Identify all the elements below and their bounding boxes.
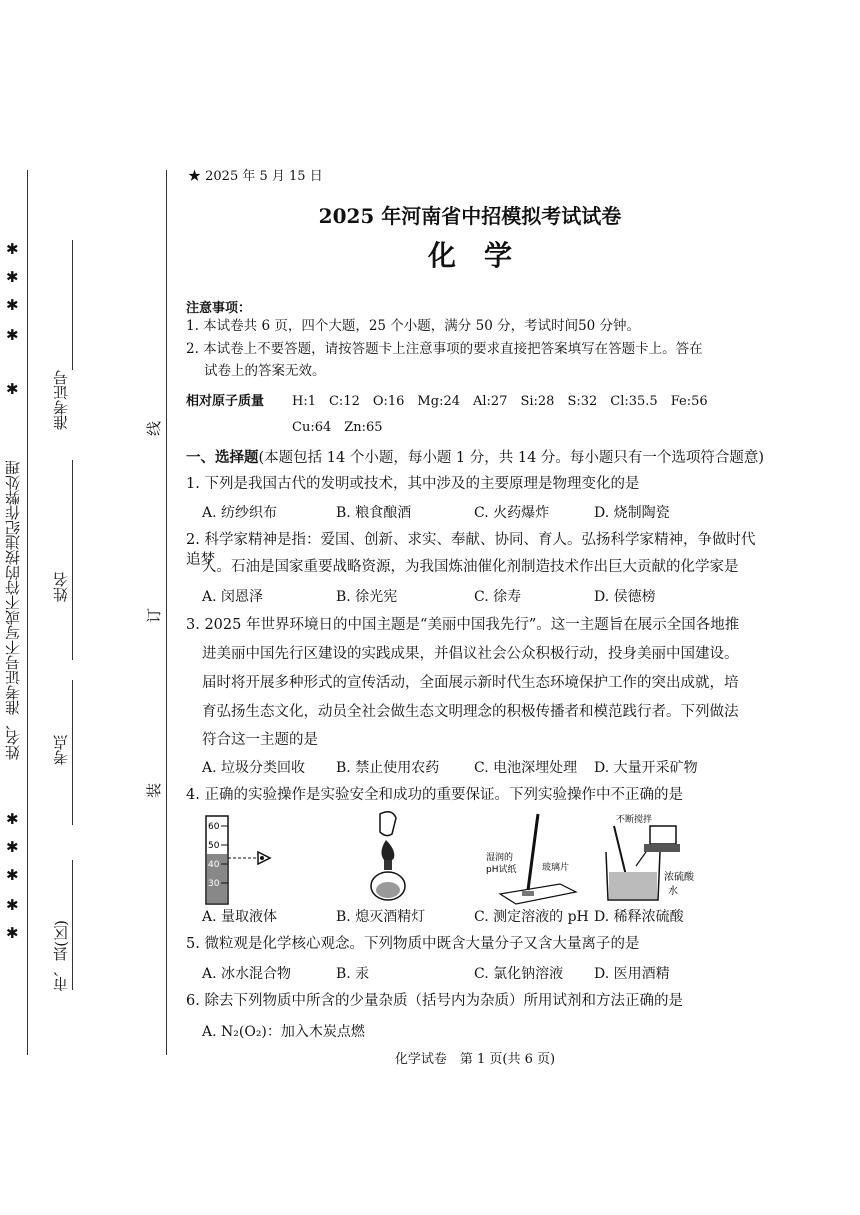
q6-stem: 6. 除去下列物质中所含的少量杂质（括号内为杂质）所用试剂和方法正确的是 xyxy=(186,993,683,1009)
star-mark: ✱ xyxy=(6,924,19,942)
section1-title: 一、选择题 xyxy=(186,449,259,466)
field-line-name[interactable] xyxy=(72,460,73,660)
star-mark: ✱ xyxy=(6,240,19,258)
star-mark: ✱ xyxy=(6,838,19,856)
q1-option-a[interactable]: A. 纺纱织布 xyxy=(202,505,278,521)
star-mark: ✱ xyxy=(6,380,19,398)
atomic-mass-label: 相对原子质量 xyxy=(186,394,265,409)
cylinder-tick: 40 xyxy=(208,860,220,870)
field-label-exam-no: 准考证号 xyxy=(52,370,70,430)
star-mark: ✱ xyxy=(6,866,19,884)
atomic-mass-line-1: H:1 C:12 O:16 Mg:24 Al:27 Si:28 S:32 Cl:35.5 Fe:56 xyxy=(292,394,708,409)
q2-option-b[interactable]: B. 徐光宪 xyxy=(336,589,398,605)
exam-title: 2025 年河南省中招模拟考试试卷 xyxy=(318,204,622,228)
section1-heading xyxy=(186,446,764,467)
subject-title: 化 学 xyxy=(427,239,512,272)
q2-option-d[interactable]: D. 侯德榜 xyxy=(594,589,656,605)
stir-label: 不断搅拌 xyxy=(616,815,653,825)
q2-option-c[interactable]: C. 徐寿 xyxy=(474,589,522,605)
ph-paper xyxy=(522,891,534,896)
q1-option-c[interactable]: C. 火药爆炸 xyxy=(474,505,550,521)
ph-label-paper: pH试纸 xyxy=(486,865,517,875)
q6-option-a[interactable]: A. N₂(O₂)：加入木炭点燃 xyxy=(202,1024,365,1040)
ph-label-wet: 湿润的 xyxy=(486,853,514,863)
cylinder-tick: 30 xyxy=(208,879,220,889)
binding-line-right xyxy=(166,170,167,1055)
q1-stem: 1. 下列是我国古代的发明或技术，其中涉及的主要原理是物理变化的是 xyxy=(186,476,640,492)
q3-stem-3: 届时将开展多种形式的宣传活动，全面展示新时代生态环境保护工作的突出成就，培 xyxy=(202,675,739,691)
flame-icon xyxy=(381,840,394,862)
q5-option-c[interactable]: C. 氯化钠溶液 xyxy=(474,966,564,982)
notes-item-2-cont: 试卷上的答案无效。 xyxy=(204,363,326,379)
q5-option-a[interactable]: A. 冰水混合物 xyxy=(202,966,292,982)
star-mark: ✱ xyxy=(6,326,19,344)
page-footer: 化学试卷 第 1 页(共 6 页) xyxy=(394,1052,556,1067)
q3-stem-5: 符合这一主题的是 xyxy=(202,732,318,748)
q4-option-c[interactable]: C. 测定溶液的 pH xyxy=(474,909,589,925)
ph-label-glass: 玻璃片 xyxy=(542,863,570,873)
q2-option-a[interactable]: A. 闵恩泽 xyxy=(202,589,264,605)
notes-item-2: 2. 本试卷上不要答题，请按答题卡上注意事项的要求直接把答案填写在答题卡上。答在 xyxy=(186,341,703,357)
q5-stem: 5. 微粒观是化学核心观念。下列物质中既含大量分子又含大量离子的是 xyxy=(186,936,640,952)
star-mark: ✱ xyxy=(6,896,19,914)
exam-date: ★ 2025 年 5 月 15 日 xyxy=(188,169,323,184)
q5-option-d[interactable]: D. 医用酒精 xyxy=(594,966,670,982)
q4-option-d[interactable]: D. 稀释浓硫酸 xyxy=(594,909,684,925)
field-label-site: 考点 xyxy=(52,735,70,765)
cylinder-tick: 50 xyxy=(208,841,220,851)
water-label: 水 xyxy=(668,886,678,897)
q3-option-b[interactable]: B. 禁止使用农药 xyxy=(336,760,440,776)
q3-option-c[interactable]: C. 电池深埋处理 xyxy=(474,760,578,776)
figure-ph-test xyxy=(480,812,600,907)
field-label-name: 姓名 xyxy=(52,572,70,602)
seal-line-label: 线 xyxy=(145,420,164,437)
binding-notice: 姓名、准考证号不写或不符的按违纪作弊处理 xyxy=(4,460,22,760)
binding-line-left xyxy=(27,170,28,1055)
figure-graduated-cylinder xyxy=(200,812,290,907)
acid-label: 浓硫酸 xyxy=(664,872,694,883)
field-line-city[interactable] xyxy=(72,860,73,990)
cylinder-tick: 60 xyxy=(208,822,220,832)
q2-stem-2: 人。石油是国家重要战略资源，为我国炼油催化剂制造技术作出巨大贡献的化学家是 xyxy=(202,559,739,575)
notes-heading: 注意事项： xyxy=(186,301,252,316)
q1-option-d[interactable]: D. 烧制陶瓷 xyxy=(594,505,670,521)
q5-option-b[interactable]: B. 汞 xyxy=(336,966,370,982)
seal-staple-label: 装 xyxy=(145,782,164,799)
q3-option-a[interactable]: A. 垃圾分类回收 xyxy=(202,760,306,776)
q1-option-b[interactable]: B. 粮食酿酒 xyxy=(336,505,412,521)
notes-item-1: 1. 本试卷共 6 页，四个大题，25 个小题，满分 50 分，考试时间50 分钟。 xyxy=(186,318,641,334)
q4-stem: 4. 正确的实验操作是实验安全和成功的重要保证。下列实验操作中不正确的是 xyxy=(186,787,683,803)
star-mark: ✱ xyxy=(6,810,19,828)
q3-stem-1: 3. 2025 年世界环境日的中国主题是“美丽中国我先行”。这一主题旨在展示全国各地推 xyxy=(186,617,740,633)
seal-bind-label: 订 xyxy=(145,607,164,624)
section1-desc: (本题包括 14 个小题，每小题 1 分，共 14 分。每小题只有一个选项符合题意) xyxy=(258,450,765,466)
glass-plate xyxy=(500,884,576,904)
lamp-cap xyxy=(380,812,396,836)
field-line-site[interactable] xyxy=(72,680,73,825)
glass-rod xyxy=(528,814,538,890)
q4-option-b[interactable]: B. 熄灭酒精灯 xyxy=(336,909,426,925)
figure-dilution xyxy=(600,808,710,908)
atomic-mass-line-2: Cu:64 Zn:65 xyxy=(292,420,383,435)
acid-bottle xyxy=(650,826,676,844)
star-mark: ✱ xyxy=(6,268,19,286)
field-label-city: 市、县(区) xyxy=(52,920,70,992)
q3-stem-2: 进美丽中国先行区建设的实践成果，并倡议社会公众积极行动，投身美丽中国建设。 xyxy=(202,646,739,662)
q4-option-a[interactable]: A. 量取液体 xyxy=(202,909,278,925)
q3-option-d[interactable]: D. 大量开采矿物 xyxy=(594,760,698,776)
q3-stem-4: 育弘扬生态文化，动员全社会做生态文明理念的积极传播者和模范践行者。下列做法 xyxy=(202,704,739,720)
figure-alcohol-lamp xyxy=(362,808,422,908)
q2-stem-1: 2. 科学家精神是指：爱国、创新、求实、奉献、协同、育人。弘扬科学家精神，争做时代追梦 xyxy=(186,532,756,568)
star-mark: ✱ xyxy=(6,296,19,314)
